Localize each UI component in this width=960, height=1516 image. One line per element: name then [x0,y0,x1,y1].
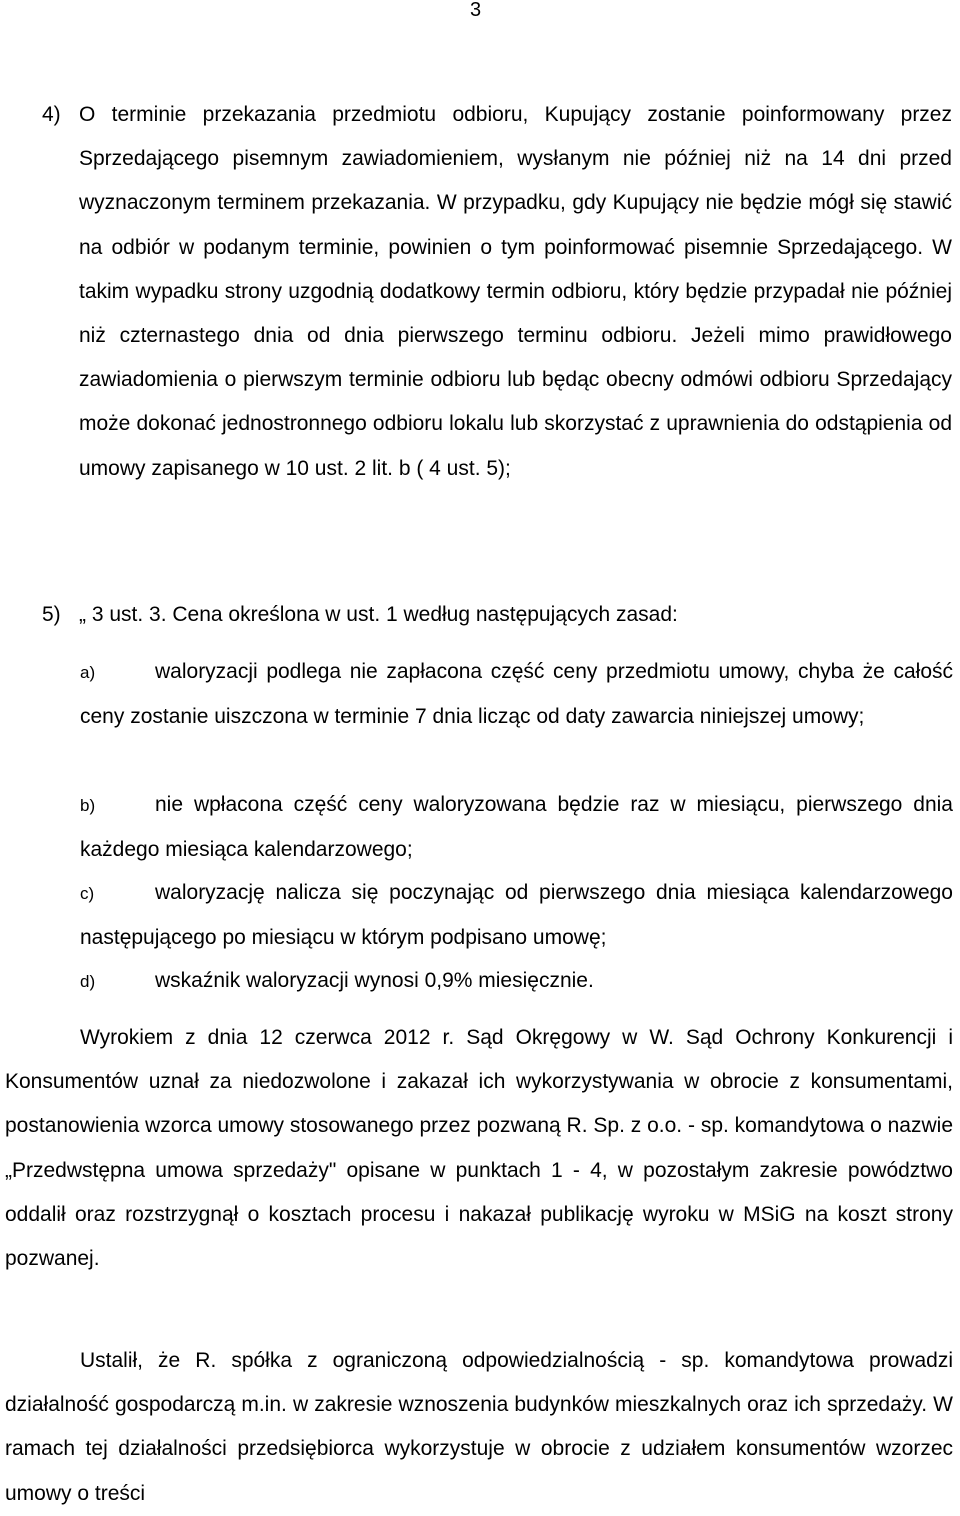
sub-item-text: waloryzacji podlega nie zapłacona część ceny przedmiotu umowy, chyba że całość ceny zostanie uiszczona w terminie 7 dnia licząc od daty zawarcia niniejszej umowy; [80,660,953,729]
findings-paragraph: Ustalił, że R. spółka z ograniczoną odpowiedzialnością - sp. komandytowa prowadzi działalność gospodarczą m.in. w zakresie wznoszenia budynków mieszkalnych oraz ich sprzedaży. W ramach tej działalności przedsiębiorca wykorzystuje w obrocie z udziałem konsumentów wzorzec umowy o treści [5,1349,953,1505]
sub-item-letter: b) [80,796,96,815]
sub-item-letter: a) [80,663,96,682]
list-item-number: 4) [42,103,61,126]
sub-item-letter: d) [80,972,96,991]
page-number: 3 [470,0,482,21]
sub-item-letter: c) [80,884,95,903]
sub-item-c [80,871,953,960]
sub-item-b [80,783,953,872]
sub-item-d [80,959,953,1004]
sub-item-text: wskaźnik waloryzacji wynosi 0,9% miesięcznie. [155,969,594,992]
list-item-4 [42,93,952,491]
list-item-text: „ 3 ust. 3. Cena określona w ust. 1 według następujących zasad: [79,603,678,626]
judgment-paragraph: Wyrokiem z dnia 12 czerwca 2012 r. Sąd Okręgowy w W. Sąd Ochrony Konkurencji i Konsumentów uznał za niedozwolone i zakazał ich wykorzystywania w obrocie z konsumentami, postanowienia wzorca umowy stosowanego przez pozwaną R. Sp. z o.o. - sp. komandytowa o nazwie „Przedwstępna umowa sprzedaży" opisane w punktach 1 - 4, w pozostałym zakresie powództwo oddalił oraz rozstrzygnął o kosztach procesu i nakazał publikację wyroku w MSiG na koszt strony pozwanej. [5,1026,953,1271]
sub-item-a [80,650,953,739]
sub-item-text: nie wpłacona część ceny waloryzowana będzie raz w miesiącu, pierwszego dnia każdego miesiąca kalendarzowego; [80,793,953,862]
list-item-5 [42,593,952,637]
sub-item-text: waloryzację nalicza się poczynając od pierwszego dnia miesiąca kalendarzowego następującego po miesiącu w którym podpisano umowę; [80,881,953,950]
list-item-number: 5) [42,603,61,626]
list-item-text: O terminie przekazania przedmiotu odbioru, Kupujący zostanie poinformowany przez Sprzedającego pisemnym zawiadomieniem, wysłanym nie później niż na 14 dni przed wyznaczonym terminem przekazania. W przypadku, gdy Kupujący nie będzie mógł się stawić na odbiór w podanym terminie, powinien o tym poinformować pisemnie Sprzedającego. W takim wypadku strony uzgodnią dodatkowy termin odbioru, który będzie przypadał nie później niż czternastego dnia od dnia pierwszego terminu odbioru. Jeżeli mimo prawidłowego zawiadomienia o pierwszym terminie odbioru lub będąc obecny odmówi odbioru Sprzedający może dokonać jednostronnego odbioru lokalu lub skorzystać z uprawnienia do odstąpienia od umowy zapisanego w 10 ust. 2 lit. b ( 4 ust. 5); [79,103,952,480]
